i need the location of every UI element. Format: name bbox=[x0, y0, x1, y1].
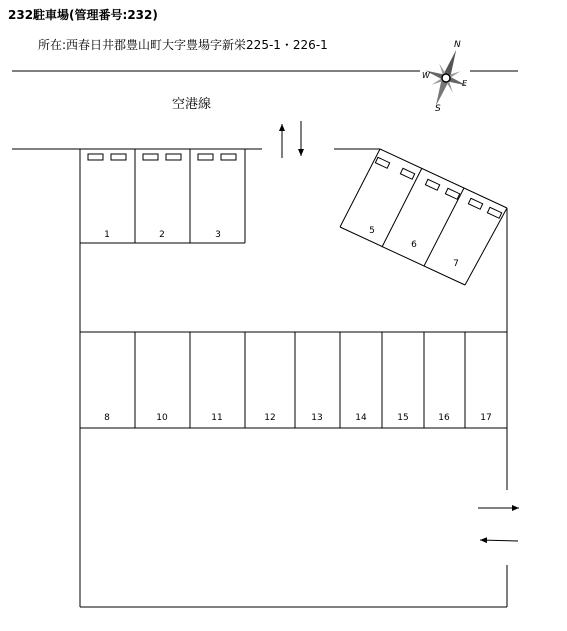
space-label: 7 bbox=[453, 259, 459, 269]
entrance-arrow-left bbox=[480, 540, 518, 541]
space-block-angled bbox=[340, 149, 507, 285]
compass-north-label: N bbox=[454, 40, 461, 50]
lot-address: 所在:西春日井郡豊山町大字豊場字新栄225-1・226-1 bbox=[38, 38, 328, 52]
lot-title: 232駐車場(管理番号:232) bbox=[8, 8, 158, 22]
space-label: 1 bbox=[104, 230, 110, 240]
space-block-top-left bbox=[80, 149, 245, 607]
space-label: 8 bbox=[104, 413, 110, 423]
space-label: 2 bbox=[159, 230, 165, 240]
compass-icon bbox=[422, 40, 468, 114]
compass-west-label: W bbox=[422, 71, 430, 80]
space-label: 13 bbox=[311, 413, 323, 423]
space-label: 10 bbox=[156, 413, 168, 423]
compass-east-label: E bbox=[462, 79, 468, 88]
space-block-middle bbox=[80, 208, 507, 490]
road-name: 空港線 bbox=[172, 97, 212, 112]
wheel-stops bbox=[88, 154, 236, 160]
space-label: 12 bbox=[264, 413, 276, 423]
space-label: 17 bbox=[480, 413, 492, 423]
space-label: 14 bbox=[355, 413, 367, 423]
space-label: 11 bbox=[211, 413, 223, 423]
compass-south-label: S bbox=[435, 104, 441, 114]
space-label: 6 bbox=[411, 240, 417, 250]
space-label: 16 bbox=[438, 413, 450, 423]
space-label: 5 bbox=[369, 226, 375, 236]
space-label: 15 bbox=[397, 413, 409, 423]
space-label: 3 bbox=[215, 230, 221, 240]
